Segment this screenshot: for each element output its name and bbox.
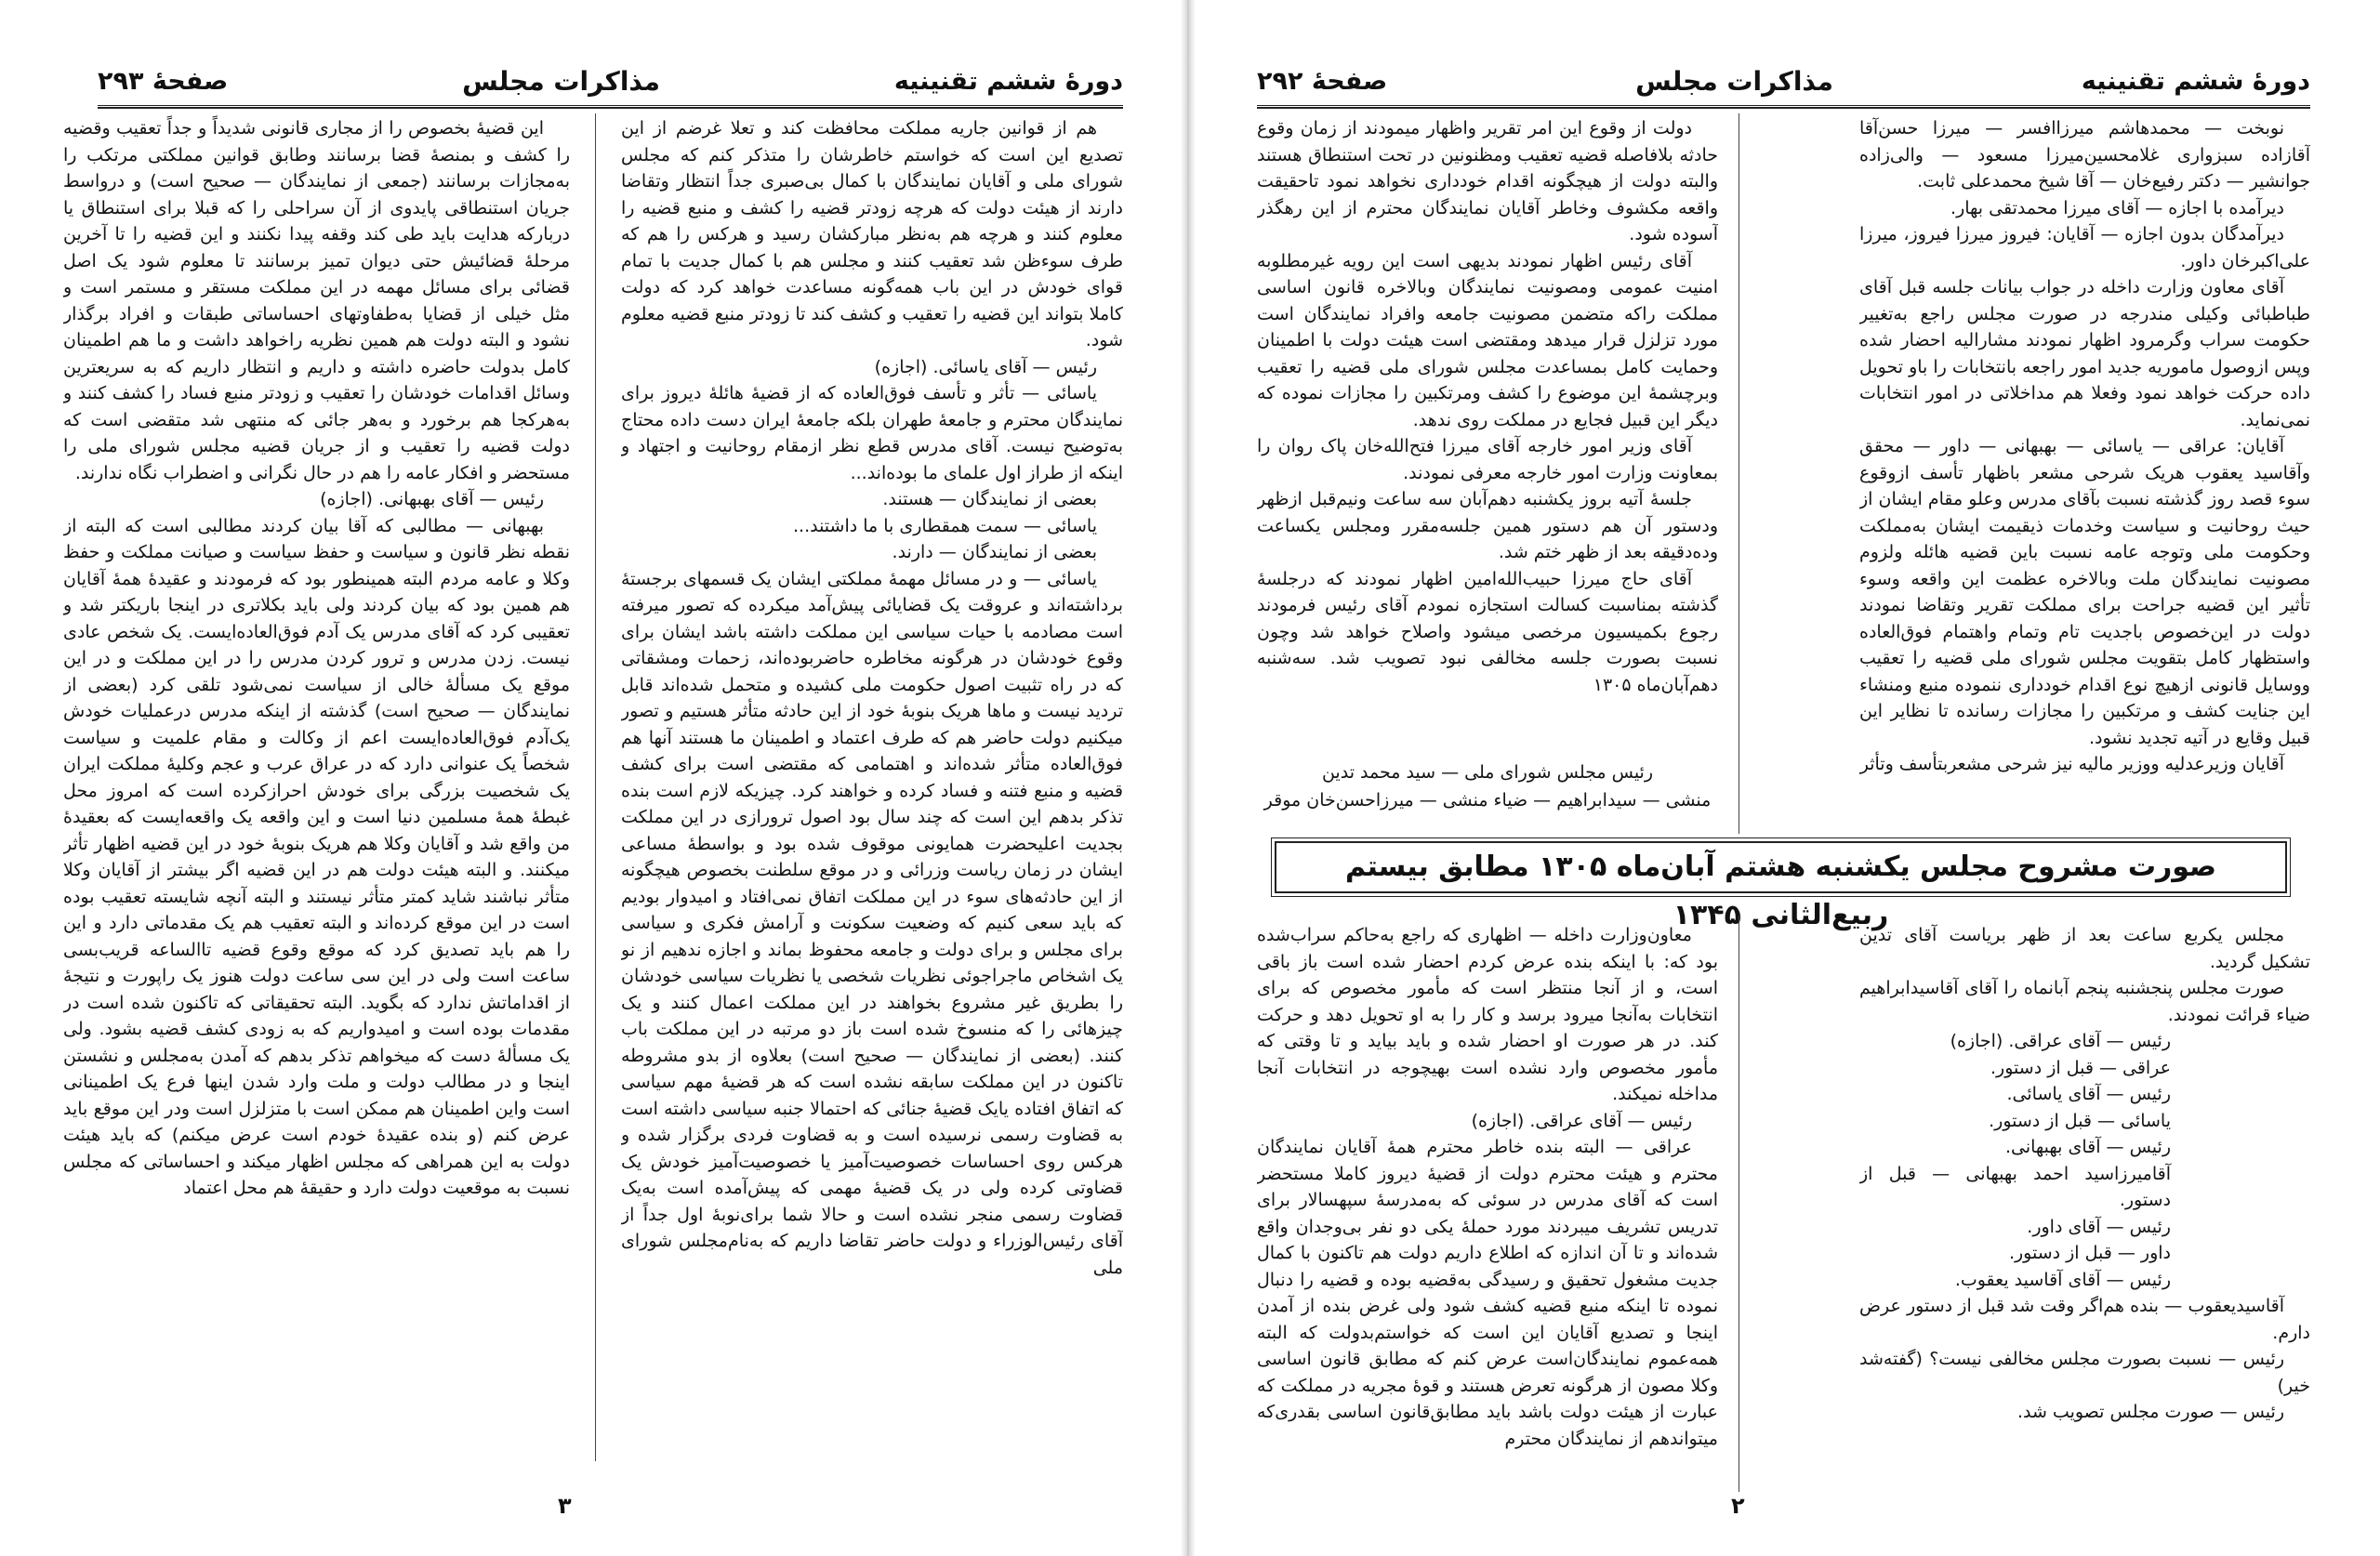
paragraph: بهبهانی — مطالبی که آقا بیان کردند مطالبی است که البته از نقطه نظر قانون و سیاست و حفظ سیاست و صیانت مملکت و حفظ وکلا و عامه مردم البته همینطور بود که فرمودند و عقیدهٔ همهٔ آقایان هم همین بود که بیان کردند ولی باید بکلاتری در اینجا باریکتر شد و تعقیبی کرد که آقای مدرس یک آدم فوق‌العاده‌ایست. یک شخص عادی نیست. زدن مدرس و ترور کردن مدرس را در این مملکت و در این موقع یک مسألهٔ خالی از سیاست نمی‌شود تلقی کرد (بعضی از نمایندگان — صحیح است) گذشته از اینکه مدرس درعملیات خودش یک‌آدم فوق‌العاده‌ایست اعم از وکالت و مقام علمیت و سیاست شخصاً یک عنوانی دارد که در عراق عرب و عجم وکلیهٔ مملکت ایران یک شخصیت بزرگی برای خودش احرازکرده است که امروز محل غبطهٔ همهٔ مسلمین دنیا است و این واقعه یک واقعه‌ایست که بعقیدهٔ من واقع شد و آقایان وکلا هم هریک بنوبهٔ خود در این قضیه اظهار تأثر میکنند. و البته هیئت دولت هم در این قضیه اگر بیشتر از آقایان وکلا متأثر نباشند شاید کمتر متأثر نیستند و البته آنچه شایسته تعقیب بوده است در این موقع کرده‌اند و البته تعقیب هم یک مقدماتی دارد و این را هم باید تصدیق کرد که موقع وقوع قضیه تاالساعه قریب‌بسی ساعت است ولی در این سی ساعت دولت هنوز یک راپورت و نتیجهٔ از اقداماتش ندارد که بگوید. البته تحقیقاتی که تاکنون شده است در مقدمات بوده است و امیدواریم که به زودی کشف قضیه بشود. ولی یک مسألهٔ دست که میخواهم تذکر بدهم که آمدن به‌مجلس و نشستن اینجا و در مطالب دولت و ملت وارد شدن اینها فرع یک اطمینانی است واین اطمینان هم ممکن است با متزلزل است ودر این موقع باید عرض کنم (و بنده عقیدهٔ خودم است عرض میکنم) که باید هیئت دولت به این همراهی که مجلس اظهار میکند و احساساتی که مجلس نسبت به موقعیت دولت دارد و حقیقهٔ هم محل اعتماد	[63, 515, 570, 1198]
page-number: ۲	[1731, 1493, 1745, 1519]
paragraph: آقامیرزاسید احمد بهبهانی — قبل از دستور.	[1859, 1163, 2171, 1210]
session-title-box: صورت مشروح مجلس یکشنبه هشتم آبان‌ماه ۱۳۰۵ مطابق بیستم ربیع‌الثانی ۱۳۴۵	[1275, 841, 2287, 893]
paragraph: این قضیهٔ بخصوص را از مجاری قانونی شدیداً و جداً تعقیب وقضیه را کشف و بمنصهٔ قضا برسانند وطابق قوانین مملکتی مرتکب را به‌مجازات برسانند (جمعی از نمایندگان — صحیح است) و درواسط جریان استنطاقی پایدوی از آن سراحلی را که قبلا برای استنطاق یا دربارکه هدایت باید طی کند وقفه پیدا نکنند و این قضیه را تا آخرین مرحلهٔ قضائیش حتی دیوان تمیز برسانند تا معلوم شود یک اصل قضائی برای مسائل مهمه در این مملکت مستقر و مستمر است و مثل خیلی از قضایا به‌طفاوتهای احساساتی طبقات و افراد برگذار نشود و البته دولت هم همین نظریه راخواهد داشت و ما هم اطمینان کامل بدولت حاضره داشته و داریم و انتظار داریم که به سریعترین وسائل اقدامات خودشان را تعقیب و زودتر منبع فساد را کشف کنند و به‌هرکجا هم برخورد و به‌هر جائی که منتهی شد متقضی است که دولت قضیه را تعقیب و از جریان قضیه مجلس شورای ملی را مستحضر و افکار عامه را هم در حال نگرانی و اضطراب نگاه ندارند.	[63, 118, 570, 483]
paragraph: رئیس — آقای بهبهانی. (اجازه)	[320, 489, 544, 509]
page-header	[98, 58, 1123, 104]
paragraph: آقاسیدیعقوب — بنده هم‌اگر وقت شد قبل از دستور عرض دارم.	[1859, 1296, 2310, 1343]
paragraph: عراقی — قبل از دستور.	[1990, 1057, 2171, 1078]
page-292	[1192, 0, 2380, 1556]
paragraph: رئیس — آقای یاسائی.	[2006, 1084, 2171, 1104]
paragraph: رئیس — آقای عراقی. (اجازه)	[1950, 1031, 2171, 1051]
header-volume: دورهٔ ششم تقنینیه	[2081, 66, 2310, 96]
paragraph: رئیس — آقای بهبهانی.	[2004, 1137, 2171, 1157]
paragraph: رئیس — آقای آقاسید یعقوب.	[1954, 1269, 2171, 1290]
paragraph: نوبخت — محمدهاشم میرزاافسر — میرزا حسن‌آقا آقازاده سبزواری غلامحسین‌میرزا مسعود — والی‌زاده جوانشیر — دکتر رفیع‌خان — آقا شیخ محمدعلی ثابت.	[1859, 118, 2310, 191]
paragraph: هم از قوانین جاریه مملکت محافظت کند و تعلا غرضم از این تصدیع این است که خواستم خاطرشان را متذکر کنم که مجلس شورای ملی و آقایان نمایندگان با کمال بی‌صبری جداً انتظار وتقاضا دارند از هیئت دولت که هرچه زودتر قضیه را کشف و منبع قضیه را معلوم کنند و هرچه هم به‌نظر مبارکشان رسید و هرکس را هم که طرف سوءظن شد تعقیب کنند و مجلس هم با کمال جدیت با تمام قوای خودش در این باب همه‌گونه مساعدت خواهد کرد که دولت کاملا بتواند این قضیه را تعقیب و کشف کند تا زودتر منبع قضیه معلوم شود.	[621, 118, 1123, 350]
page-number: ۳	[558, 1493, 572, 1519]
column-right-top	[1859, 115, 2310, 840]
paragraph: دیرآمدگان بدون اجازه — آقایان: فیروز میرزا فیروز، میرزا علی‌اکبرخان داور.	[1859, 224, 2310, 271]
paragraph: داور — قبل از دستور.	[2008, 1243, 2171, 1263]
header-rule	[98, 105, 1123, 109]
header-page-label: صفحهٔ ۲۹۳	[98, 66, 229, 96]
column-left	[63, 115, 570, 1491]
paragraph: رئیس — آقای عراقی. (اجازه)	[1471, 1110, 1692, 1131]
page-293	[0, 0, 1188, 1556]
paragraph: رئیس — آقای یاسائی. (اجازه)	[874, 356, 1097, 377]
header-title: مذاکرات مجلس	[462, 65, 660, 97]
paragraph: رئیس — آقای داور.	[2027, 1216, 2171, 1237]
paragraph: آقایان: عراقی — یاسائی — بهبهانی — داور — محقق وآقاسید یعقوب هریک شرحی مشعر باظهار تأسف ازوقوع سوء قصد روز گذشته نسبت بآقای مدرس وعلو مقام ایشان از حیث روحانیت و سیاست وخدمات ذیقیمت ایشان به‌مملکت وحکومت ملی وتوجه عامه نسبت باین قضیه هائله ولزوم مصونیت نمایندگان ملت وبالاخره عظمت این واقعه وسوء تأثیر این قضیه جراحت برای مملکت تقریر وتقاضا نمودند دولت در این‌خصوص باجدیت تام وتمام واهتمام فوق‌العاده واستظهار کامل بتقویت مجلس شورای ملی قضیه را تعقیب ووسایل قانونی ازهیچ نوع اقدام خودداری ننموده منبع ومنشاء این جنایت کشف و مرتکبین را مجازات رسانده تا نظایر این قبیل وقایع در آتیه تجدید نشود.	[1859, 436, 2310, 748]
paragraph: یاسائی — قبل از دستور.	[1989, 1110, 2171, 1131]
column-right	[621, 115, 1123, 1491]
secretaries-signature: منشی — سیدابراهیم — ضیاء منشی — میرزاحسن‌خان موقر	[1263, 790, 1712, 811]
paragraph: دیرآمده با اجازه — آقای میرزا محمدتقی بهار.	[1950, 197, 2284, 218]
paragraph: یاسائی — سمت همقطاری با ما داشتند...	[792, 515, 1097, 536]
header-rule	[1257, 105, 2310, 109]
paragraph: بعضی از نمایندگان — دارند.	[892, 542, 1097, 562]
paragraph: آقای حاج میرزا حبیب‌الله‌امین اظهار نمودند که درجلسهٔ گذشته بمناسبت کسالت استجازه نمودم آقای رئیس فرمودند رجوع بکمیسیون مرخصی میشود واصلاح خواهد شد وچون نسبت بصورت جلسه مخالفی نبود تصویب شد. سه‌شنبه دهم‌آبان‌ماه ۱۳۰۵	[1257, 568, 1718, 695]
paragraph: رئیس — نسبت بصورت مجلس مخالفی نیست؟ (گفته‌شد خیر)	[1859, 1349, 2310, 1396]
paragraph: یاسائی — تأثر و تأسف فوق‌العاده که از قضیهٔ هائلهٔ دیروز برای نمایندگان محترم و جامعهٔ طهران بلکه جامعهٔ ایران دست داده محتاج به‌توضیح نیست. آقای مدرس قطع نظر ازمقام روحانیت و اجتهاد و اینکه از طراز اول علمای ما بوده‌اند...	[621, 383, 1123, 483]
paragraph: آقای رئیس اظهار نمودند بدیهی است این رویه غیرمطلوبه امنیت عمومی ومصونیت نمایندگان وبالاخره قانون اساسی مملکت راکه متضمن مصونیت جامعه وافراد نمایندگان است مورد تزلزل قرار میدهد ومقتضی است هیئت دولت با اطمینان وحمایت کامل بمساعدت مجلس شورای ملی قضیه را تعقیب وبرچشمهٔ این موضوع را کشف ومرتکبین را مجازات نموده که دیگر این قبیل فجایع در مملکت روی ندهد.	[1257, 250, 1718, 430]
paragraph: آقای معاون وزارت داخله در جواب بیانات جلسه قبل آقای طباطبائی وکیلی مندرجه در صورت مجلس راجع به‌تغییر حکومت سراب وگرمرود اظهار نمودند مشارالیه احضار شده وپس ازوصول ماموریه جدید امور راجعه بانتخابات را باو تحویل داده حرکت خواهد نمود وفعلا هم مداخلاتی در امور انتخابات نمی‌نماید.	[1859, 277, 2310, 430]
header-volume: دورهٔ ششم تقنینیه	[893, 66, 1123, 96]
column-left-top	[1257, 115, 1718, 757]
paragraph: رئیس — صورت مجلس تصویب شد.	[2016, 1402, 2284, 1422]
page-header	[1257, 58, 2310, 104]
header-page-label: صفحهٔ ۲۹۲	[1257, 66, 1388, 96]
paragraph: دولت از وقوع این امر تقریر واظهار میمودند از زمان وقوع حادثه بلافاصله قضیه تعقیب ومظنونین در تحت استنطاق هستند والبته دولت از هیچگونه اقدام خودداری نخواهد نمود تاحقیقت واقعه مکشوف وخاطر آقایان نمایندگان محترم از این رهگذر آسوده شود.	[1257, 118, 1718, 244]
paragraph: مجلس یکربع ساعت بعد از ظهر بریاست آقای تدین تشکیل گردید.	[1859, 925, 2310, 972]
signature-block	[1257, 758, 1718, 814]
speaker-signature: رئیس مجلس شورای ملی — سید محمد تدین	[1321, 762, 1654, 783]
paragraph: یاسائی — و در مسائل مهمهٔ مملکتی ایشان یک قسمهای برجستهٔ برداشته‌اند و عروقت یک قضایائی پیش‌آمد میکرده که تصور میرفته است مصادمه با حیات سیاسی این مملکت داشته باشد ایشان برای وقوع خودشان در هرگونه مخاطره حاضربوده‌اند، زحمات ومشقاتی که در راه تثبیت اصول حکومت ملی کشیده و متحمل شده‌اند قابل تردید نیست و ماها هریک بنوبهٔ خود از این حادثه متأثر هستیم و تصور میکنیم دولت حاضر هم که طرف اعتماد و اطمینان ما هستند آنها هم فوق‌العاده متأثر شده‌اند و اهتمامی که مقتضی است برای کشف قضیه و منبع فتنه و فساد کرده و خواهند کرد. چیزیکه لازم است بنده تذکر بدهم این است که چند سال بود اصول ترورازی در این مملکت بجدیت اعلیحضرت همایونی موقوف شده بود و بواسطهٔ مساعی ایشان در زمان ریاست وزرائی و در موقع سلطنت بخصوص هیچگونه از این حادثه‌های سوء در این مملکت اتفاق نمی‌افتاد و امیدوار بودیم که باید سعی کنیم که وضعیت سکونت و آرامش فکری و سیاسی برای مجلس و برای دولت و جامعه محفوظ بماند و اجازه ندهیم از نو یک اشخاص ماجراجوئی نظریات شخصی یا نظریات سیاسی خودشان را بطریق غیر مشروع بخواهند در این مملکت اعمال کنند و یک چیزهائی را که منسوخ شده است باز دو مرتبه در این مملکت باب کنند. (بعضی از نمایندگان — صحیح است) بعلاوه از بدو مشروطه تاکنون در این مملکت سابقه نشده است که هر قضیهٔ مهم سیاسی که اتفاق افتاده یایک قضیهٔ جنائی که احتمالا جنبه سیاسی داشته است به قضاوت رسمی نرسیده است و به قضاوت فردی برگزار شده و هرکس روی احساسات خصوصیت‌آمیز یا خصوصیت‌آمیز خودش یک قضاوتی کرده ولی در یک قضیهٔ مهمی که پیش‌آمده است به‌یک قضاوت رسمی منجر نشده است و حالا شما برای‌نوبهٔ اول جداً از آقای رئیس‌الوزراء و دولت حاضر تقاضا داریم که به‌نام‌مجلس شورای ملی	[621, 568, 1123, 1278]
paragraph: عراقی — البته بنده خاطر محترم همهٔ آقایان نمایندگان محترم و هیئت محترم دولت از قضیهٔ دیروز کاملا مستحضر است که آقای مدرس در سوئی که به‌مدرسهٔ سپهسالار برای تدریس تشریف میبردند مورد حملهٔ یکی دو نفر بی‌وجدان واقع شده‌اند و تا آن اندازه که اطلاع داریم دولت هم تاکنون با کمال جدیت مشغول تحقیق و رسیدگی به‌قضیه بوده و قضیه را دنبال نموده تا اینکه منبع قضیه کشف شود ولی غرض بنده از آمدن اینجا و تصدیع آقایان این است که خواستم‌بدولت که البته همه‌عموم نمایندگان‌است عرض کنم که مطابق قانون اساسی وکلا مصون از هرگونه تعرض هستند و قوهٔ مجریه در مملکت که عبارت از هیئت دولت باشد باید مطابق‌قانون اساسی بقدری‌که میتواندهم از نمایندگان محترم	[1257, 1137, 1718, 1449]
paragraph: آقایان وزیرعدلیه ووزیر مالیه نیز شرحی مشعربتأسف وتأثر	[1859, 754, 2284, 774]
paragraph: صورت مجلس پنجشنبه پنجم آبانماه را آقای آقاسیدابراهیم ضیاء قرائت نمودند.	[1859, 978, 2310, 1025]
column-left-bottom	[1257, 922, 1718, 1470]
header-title: مذاکرات مجلس	[1635, 65, 1833, 97]
column-divider	[595, 113, 596, 1461]
column-right-bottom	[1859, 922, 2310, 1470]
paragraph: آقای وزیر امور خارجه آقای میرزا فتح‌الله‌خان پاک روان را بمعاونت وزارت امور خارجه معرفی نمودند.	[1257, 436, 1718, 483]
paragraph: بعضی از نمایندگان — هستند.	[882, 489, 1097, 509]
paragraph: معاون‌وزارت داخله — اظهاری که راجع به‌حاکم سراب‌شده بود که: با اینکه بنده عرض کردم احضار شده است باز باقی است، و از آنجا منتظر است که مأمور مخصوص که برای انتخابات به‌آنجا میرود برسد و کار را به او تحویل دهد و حرکت کند. در هر صورت او احضار شده و باید بیاید و تا وقتی که مأمور مخصوص وارد نشده است بهیچوجه در انتخابات آنجا مداخله نمیکند.	[1257, 925, 1718, 1104]
paragraph: جلسهٔ آتیه بروز یکشنبه دهم‌آبان سه ساعت ونیم‌قبل ازظهر ودستور آن هم دستور همین جلسه‌مقرر ومجلس یکساعت وده‌دقیقه بعد از ظهر ختم شد.	[1257, 489, 1718, 562]
